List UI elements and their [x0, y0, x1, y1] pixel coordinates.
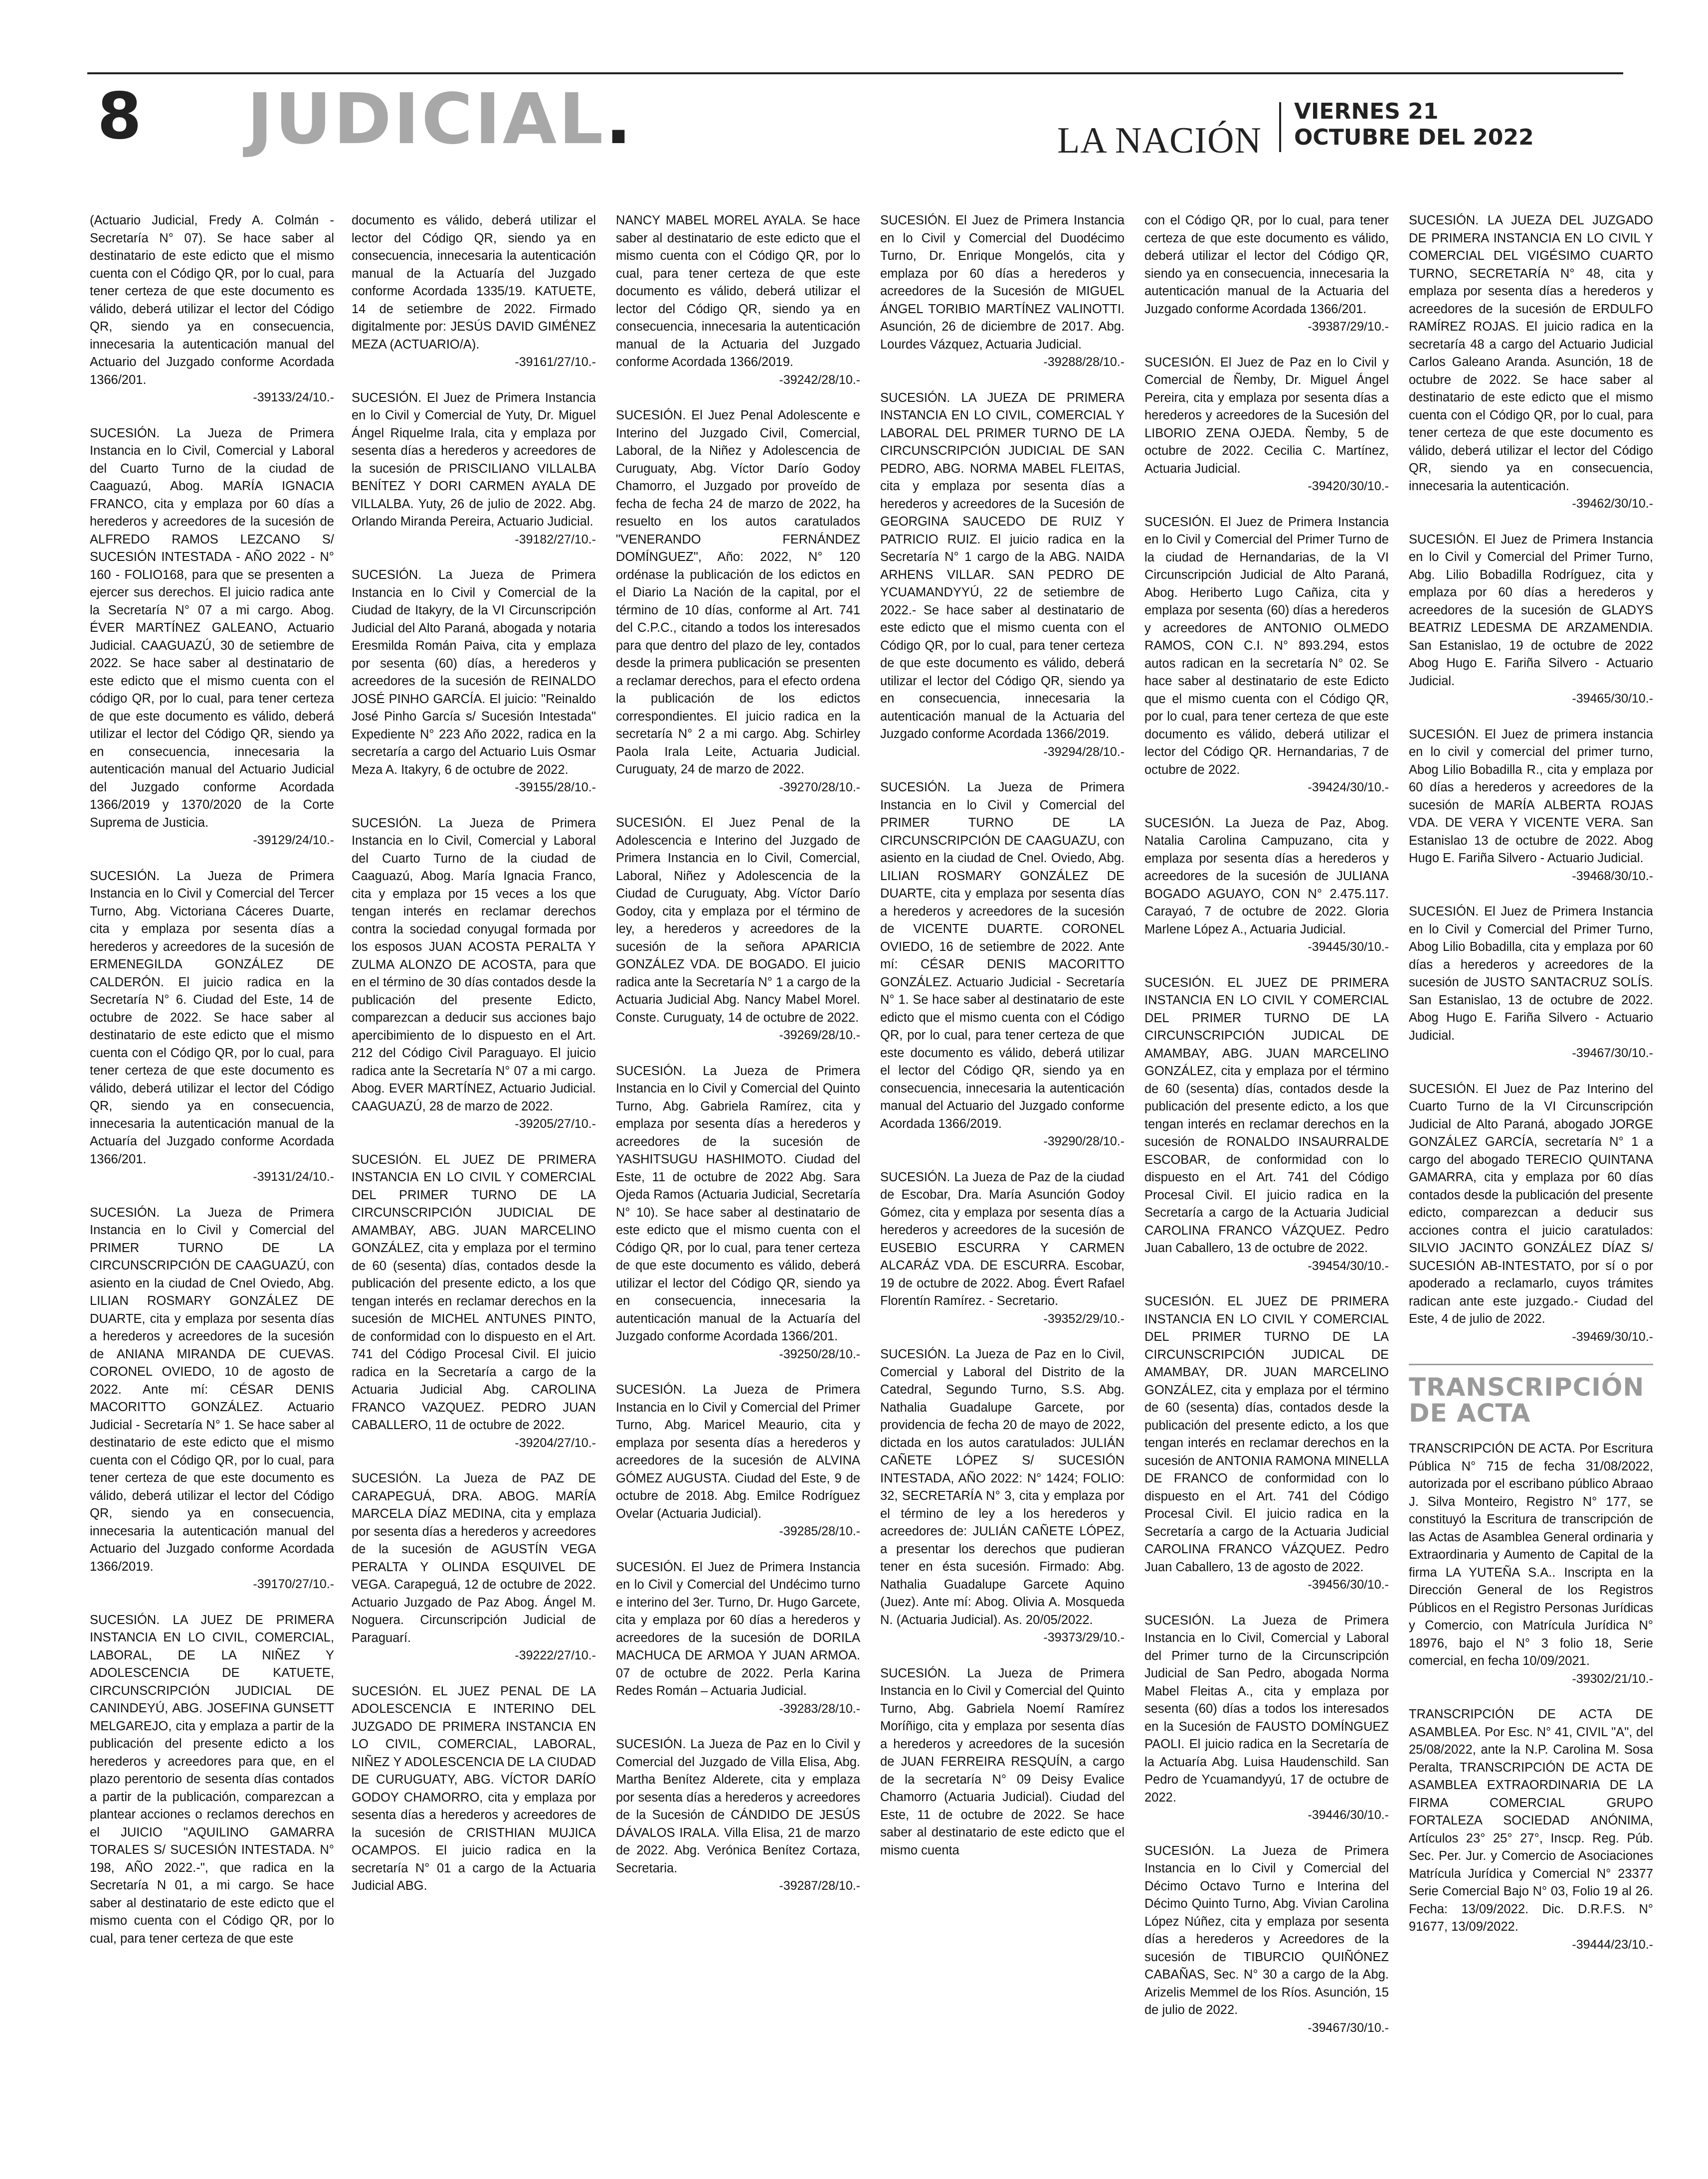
legal-notice [880, 1665, 1129, 1860]
legal-notice [1144, 354, 1393, 496]
legal-notice [90, 425, 338, 850]
section-dot: . [605, 79, 634, 160]
legal-notice [880, 389, 1129, 761]
notice-text: SUCESIÓN. El Juez Penal Adolescente e Interino del Juzgado Civil, Comercial, Laboral, de la Niñez y Adolescencia de Curuguaty, Abg. Víctor Darío Godoy Chamorro, el Juzgado por proveído de fecha de fecha 24 de marzo de 2022, ha resuelto en los autos caratulados "VENERANDO FERNÁNDEZ DOMÍNGUEZ", Año: 2022, N° 120 ordénase la publicación de los edictos en el Diario La Nación de la capital, por el término de 10 días, conforme al Art. 741 del C.P.C., citando a todos los interesados para que dentro del plazo de ley, contados desde la primera publicación se presenten a reclamar derechos, para el efecto ordena la publicación de los edictos correspondientes. El juicio radica en la secretaría N° 2 a mi cargo. Abg. Schirley Paola Irala Leite, Actuaria Judicial. Curuguaty, 24 de marzo de 2022. [616, 408, 864, 776]
legal-notice [352, 815, 600, 1133]
newspaper-logo: LA NACIÓN [1057, 120, 1262, 161]
notice-text: SUCESIÓN. EL JUEZ DE PRIMERA INSTANCIA EN LO CIVIL Y COMERCIAL DEL PRIMER TURNO DE LA CIRCUNSCRIPCIÓN JUDICAL DE AMAMBAY, ABG. JUAN MARCELINO GONZÁLEZ, cita y emplaza por el término de 60 (sesenta) días, contados desde la publicación del presente edicto, a los que tengan interés en reclamar derechos en la sucesión de RONALDO INSAURRALDE ESCOBAR, de conformidad con lo dispuesto en el Art. 741 del Código Procesal Civil. El juicio radica en la Secretaría a cargo de la Actuaria Judicial CAROLINA FRANCO VÁZQUEZ. Pedro Juan Caballero, 13 de octubre de 2022. [1144, 975, 1393, 1255]
notice-reference: -39373/29/10.- [1043, 1631, 1125, 1644]
notice-text: SUCESIÓN. EL JUEZ DE PRIMERA INSTANCIA EN LO CIVIL Y COMERCIAL DEL PRIMER TURNO DE LA CIRCUNSCRIPCIÓN JUDICAL DE AMAMBAY, DR. JUAN MARCELINO GONZÁLEZ, cita y emplaza por el término de 60 (sesenta) días, contados desde la publicación del presente edicto, a los que tengan interés en reclamar derechos en la sucesión de ANTONIA RAMONA MINELLA DE FRANCO de conformidad con lo dispuesto en el Art. 741 del Código Procesal Civil. El juicio radica en la Secretaría a cargo de la Actuaria Judicial CAROLINA FRANCO VÁZQUEZ. Pedro Juan Caballero, 13 de agosto de 2022. [1144, 1294, 1393, 1574]
notice-reference: -39465/30/10.- [1572, 692, 1653, 706]
legal-notice [880, 212, 1129, 371]
legal-notice [352, 566, 600, 797]
notice-text: SUCESIÓN. El Juez de Paz Interino del Cuarto Turno de la VI Circunscripción Judicial de Alto Paraná, abogado JORGE GONZÁLEZ GARCÍA, secretaría N° 1 a cargo del abogado TERECIO QUINTANA GAMARRA, cita y emplaza por 60 días contados desde la publicación del presente edicto, comparezcan a deducir sus acciones contra el juicio caratulados: SILVIO JACINTO GONZÁLEZ DÍAZ S/ SUCESIÓN AB-INTESTATO, por sí o por apoderado a reclamarlo, cuyos trámites radican ante este juzgado.- Ciudad del Este, 4 de julio de 2022. [1409, 1082, 1657, 1326]
notice-reference: -39285/28/10.- [779, 1524, 860, 1538]
notice-text: SUCESIÓN. La Jueza de Paz, Abog. Natalia Carolina Campuzano, cita y emplaza por sesenta días a herederos y acreedores de la sucesión de JULIANA BOGADO AGUAYO, CON N° 2.475.117. Carayaó, 7 de octubre de 2022. Gloria Marlene López A., Actuaria Judicial. [1144, 816, 1393, 936]
legal-notice [90, 868, 338, 1186]
notice-text: SUCESIÓN. La Jueza de Primera Instancia en lo Civil, Comercial y Laboral del Primer turno de la Circunscripción Judicial de San Pedro, abogada Norma Mabel Fleitas A., cita y emplaza por sesenta (60) días a todos los interesados en la Sucesión de FAUSTO DOMÍNGUEZ PAOLI. El juicio radica en la Secretaría de la Actuaría Abg. Luisa Haudenschild. San Pedro de Ycuamandyyú, 17 de octubre de 2022. [1144, 1613, 1393, 1805]
legal-notice [616, 212, 864, 389]
legal-notice [616, 1559, 864, 1718]
issue-date [1294, 99, 1534, 151]
page-number: 8 [97, 79, 142, 154]
column-3 [616, 212, 864, 2147]
legal-notice [1409, 726, 1657, 886]
issue-month-year: OCTUBRE DEL 2022 [1294, 125, 1534, 150]
column-1 [90, 212, 338, 2147]
notice-reference: -39467/30/10.- [1572, 1046, 1653, 1060]
notice-text: SUCESIÓN. La Jueza de Primera Instancia en lo Civil y Comercial del Décimo Octavo Turno e Interina del Décimo Quinto Turno, Abg. Vivian Carolina López Núñez, cita y emplaza por sesenta días a herederos y Acreedores de la sucesión de TIBURCIO QUIÑÓNEZ CABAÑAS, Sec. N° 30 a cargo de la Abg. Arizelis Memmel de los Ríos. Asunción, 15 de julio de 2022. [1144, 1843, 1393, 2017]
notice-text: SUCESIÓN. La Jueza de PAZ DE CARAPEGUÁ, DRA. ABOG. MARÍA MARCELA DÍAZ MEDINA, cita y emplaza por sesenta días a herederos y acreedores de la sucesión de AGUSTÍN VEGA PERALTA Y OLINDA ESQUIVEL DE VEGA. Carapeguá, 12 de octubre de 2022. Actuario Juzgado de Paz Abog. Ángel M. Noguera. Circunscripción Judicial de Paraguarí. [352, 1471, 600, 1645]
legal-notice [1409, 1706, 1657, 1954]
legal-notice [1409, 1440, 1657, 1688]
notice-reference: -39133/24/10.- [253, 390, 334, 404]
notice-text: con el Código QR, por lo cual, para tener certeza de que este documento es válido, deberá utilizar el lector del Código QR, siendo ya en consecuencia, innecesaria la autenticación manual de la Actuaria del Juzgado conforme Acordada 1366/201. [1144, 213, 1393, 316]
notice-text: SUCESIÓN. El Juez de Primera Instancia en lo Civil y Comercial del Primer Turno, Abg. Lilio Bobadilla Rodríguez, cita y emplaza por 60 días a herederos y acreedores de la sucesión de GLADYS BEATRIZ LEDESMA DE ARZAMENDIA. San Estanislao, 19 de octubre de 2022 Abog Hugo E. Fariña Silvero - Actuario Judicial. [1409, 532, 1657, 688]
notice-reference: -39469/30/10.- [1572, 1329, 1653, 1344]
notice-text: SUCESIÓN. La Jueza de Primera Instancia en lo Civil, Comercial y Laboral del Cuarto Turno de la ciudad de Caaguazú, Abog. MARÍA IGNACIA FRANCO, cita y emplaza por 60 días a herederos y acreedores de la sucesión de ALFREDO RAMOS LEZCANO S/ SUCESIÓN INTESTADA - AÑO 2022 - N° 160 - FOLIO168, para que se presenten a ejercer sus derechos. El juicio radica ante la Secretaría N° 07 a mi cargo. Abog. ÉVER MARTÍNEZ GALEANO, Actuario Judicial. CAAGUAZÚ, 30 de setiembre de 2022. Se hace saber al destinatario de este edicto que el mismo cuenta con el código QR, por lo cual, para tener certeza de que este documento es válido, deberá utilizar el lector del Código QR, siendo ya en consecuencia, innecesaria la autenticación manual del Actuario Judicial del Juzgado conforme Acordada 1366/2019 y 1370/2020 de la Corte Suprema de Justicia. [90, 426, 338, 830]
section-heading-transcripcion: TRANSCRIPCIÓN DE ACTA [1409, 1364, 1653, 1426]
legal-notice [616, 1381, 864, 1541]
notice-reference: -39170/27/10.- [253, 1577, 334, 1591]
notice-text: SUCESIÓN. La Jueza de Primera Instancia en lo Civil y Comercial de la Ciudad de Itakyry, de la VI Circunscripción Judicial del Alto Paraná, abogada y notaria Eresmilda Román Paiva, cita y emplaza por sesenta (60) días, a herederos y acreedores de la sucesión de REINALDO JOSÉ PINHO GARCÍA. El juicio: "Reinaldo José Pinho García s/ Sucesión Intestada" Expediente N° 223 Año 2022, radica en la secretaría a cargo del Actuario Luis Osmar Meza A. Itakyry, 6 de octubre de 2022. [352, 568, 600, 777]
notice-text: SUCESIÓN. La Jueza de Paz de la ciudad de Escobar, Dra. María Asunción Godoy Gómez, cita y emplaza por sesenta días a herederos y acreedores de la sucesión de EUSEBIO ESCURRA Y CARMEN ALCARÁZ VDA. DE ESCURRA. Escobar, 19 de octubre de 2022. Abog. Évert Rafael Florentín Ramírez. - Secretario. [880, 1170, 1129, 1308]
legal-notice [616, 1063, 864, 1364]
notice-reference: -39242/28/10.- [779, 372, 860, 387]
notice-text: SUCESIÓN. LA JUEZA DEL JUZGADO DE PRIMERA INSTANCIA EN LO CIVIL Y COMERCIAL DEL VIGÉSIMO CUARTO TURNO, SECRETARÍA N° 48, cita y emplaza por sesenta días a herederos y acreedores de la sucesión de ERDULFO RAMÍREZ ROJAS. El juicio radica en la secretaría 48 a cargo del Actuario Judicial Carlos Galeano Aranda. Asunción, 18 de octubre de 2022. Se hace saber al destinatario de este edicto que el mismo cuenta con el Código QR, por lo cual, para tener certeza de que este documento es válido, deberá utilizar el lector del Código QR, siendo ya en consecuencia, innecesaria la autenticación. [1409, 213, 1657, 493]
notice-text: SUCESIÓN. El Juez de Primera Instancia en lo Civil y Comercial del Primer Turno, Abog Lilio Bobadilla, cita y emplaza por 60 días a herederos y acreedores de la sucesión de JUSTO SANTACRUZ SOLÍS. San Estanislao, 13 de octubre de 2022. Abog Hugo E. Fariña Silvero - Actuario Judicial. [1409, 905, 1657, 1043]
notice-reference: -39204/27/10.- [515, 1436, 596, 1450]
notice-reference: -39387/29/10.- [1308, 320, 1389, 334]
legal-notice [352, 1470, 600, 1665]
notice-text: SUCESIÓN. EL JUEZ PENAL DE LA ADOLESCENCIA E INTERINO DEL JUZGADO DE PRIMERA INSTANCIA EN LO CIVIL, COMERCIAL, LABORAL, NIÑEZ Y ADOLESCENCIA DE LA CIUDAD DE CURUGUATY, ABG. VÍCTOR DARÍO GODOY CHAMORRO, cita y emplaza por sesenta días a herederos y acreedores de la sucesión de CRISTHIAN MUJICA OCAMPOS. El juicio radica en la secretaría N° 01 a cargo de la Actuaria Judicial ABG. [352, 1684, 600, 1893]
notice-reference: -39290/28/10.- [1043, 1134, 1125, 1148]
notice-text: SUCESIÓN. El Juez de Paz en lo Civil y Comercial de Ñemby, Dr. Miguel Ángel Pereira, cita y emplaza por sesenta días a herederos y acreedores de la Sucesión del LIBORIO ZENA OJEDA. Ñemby, 5 de octubre de 2022. Cecilia C. Martínez, Actuaria Judicial. [1144, 355, 1393, 476]
notice-text: documento es válido, deberá utilizar el lector del Código QR, siendo ya en consecuencia, innecesaria la autenticación manual de la Actuaría del Juzgado conforme Acordada 1335/19. KATUETE, 14 de setiembre de 2022. Firmado digitalmente por: JESÚS DAVID GIMÉNEZ MEZA (ACTUARIO/A). [352, 213, 600, 352]
notice-text: SUCESIÓN. LA JUEZA DE PRIMERA INSTANCIA EN LO CIVIL, COMERCIAL Y LABORAL DEL PRIMER TURNO DE LA CIRCUNSCRIPCIÓN JUDICIAL DE SAN PEDRO, ABG. NORMA MABEL FLEITAS, cita y emplaza por sesenta días a herederos y acreedores de la Sucesión de GEORGINA SAUCEDO DE RUIZ Y PATRICIO RUIZ. El juicio radica en la Secretaría N° 1 cargo de la ABG. NAIDA ARHENS VILLAR. SAN PEDRO DE YCUAMANDYYÚ, 22 de setiembre de 2022.- Se hace saber al destinatario de este edicto que el mismo cuenta con el Código QR, por lo cual, para tener certeza de que este documento es válido, deberá utilizar el lector del Código QR, siendo ya en consecuencia, innecesaria la autenticación manual de la Actuaria del Juzgado conforme Acordada 1366/2019. [880, 390, 1129, 741]
notice-text: SUCESIÓN. La Jueza de Primera Instancia en lo Civil y Comercial del PRIMER TURNO DE LA CIRCUNSCRIPCIÓN DE CAAGUAZU, con asiento en la ciudad de Cnel. Oviedo, Abg. LILIAN ROSMARY GONZÁLEZ DE DUARTE, cita y emplaza por sesenta días a herederos y acreedores de la sucesión de VICENTE DUARTE. CORONEL OVIEDO, 16 de setiembre de 2022. Ante mí: CÉSAR DENIS MACORITTO GONZÁLEZ. Actuario Judicial - Secretaría N° 1. Se hace saber al destinatario de este edicto que el mismo cuenta con el Código QR, por lo cual, para tener certeza de que este documento es válido, deberá utilizar el lector del Código QR, siendo ya en consecuencia, innecesaria la autenticación manual del Actuario del Juzgado conforme Acordada 1366/2019. [880, 780, 1129, 1131]
column-5 [1144, 212, 1393, 2147]
legal-notice [880, 1169, 1129, 1328]
notice-reference: -39155/28/10.- [515, 780, 596, 794]
notice-reference: -39161/27/10.- [515, 355, 596, 369]
notice-reference: -39283/28/10.- [779, 1701, 860, 1716]
notice-text: NANCY MABEL MOREL AYALA. Se hace saber al destinatario de este edicto que el mismo cuenta con el Código QR, por lo cual, para tener certeza de que este documento es válido, deberá utilizar el lector del Código QR, siendo ya en consecuencia, innecesaria la autenticación manual de la Actuaria del Juzgado conforme Acordada 1366/2019. [616, 213, 864, 369]
notice-reference: -39467/30/10.- [1308, 2020, 1389, 2035]
notice-reference: -39462/30/10.- [1572, 497, 1653, 511]
notice-text: TRANSCRIPCIÓN DE ACTA. Por Escritura Pública N° 715 de fecha 31/08/2022, autorizada por el escribano público Abraao J. Silva Monteiro, Registro N° 177, se constituyó la Escritura de transcripción de las Actas de Asamblea General ordinaria y Extraordinaria y Aumento de Capital de la firma LA YUTEÑA S.A.. Inscripta en la Dirección General de los Registros Públicos en el Registro Personas Jurídicas y Comercio, con Matrícula Jurídica N° 18976, bajo el N° 3 folio 18, Serie comercial, en fecha 10/09/2021. [1409, 1442, 1657, 1668]
notice-text: SUCESIÓN. El Juez Penal de la Adolescencia e Interino del Juzgado de Primera Instancia en lo Civil, Comercial, Laboral, Niñez y Adolescencia de la Ciudad de Curuguaty, Abg. Víctor Darío Godoy, cita y emplaza por el término de ley, a herederos y acreedores de la sucesión de la señora APARICIA GONZÁLEZ VDA. DE BOGADO. El juicio radica ante la Secretaría N° 1 a cargo de la Actuaria Judicial Abg. Nancy Mabel Morel. Conste. Curuguaty, 14 de octubre de 2022. [616, 816, 864, 1025]
column-6-transcripcion-notices [1409, 1440, 1657, 1954]
notice-reference: -39222/27/10.- [515, 1648, 596, 1662]
notice-text: SUCESIÓN. La Jueza de Paz en lo Civil y Comercial del Juzgado de Villa Elisa, Abg. Martha Benítez Alderete, cita y emplaza por sesenta días a herederos y acreedores de la Sucesión de CÁNDIDO DE JESÚS DÁVALOS IRALA. Villa Elisa, 21 de marzo de 2022. Abg. Verónica Benítez Cortaza, Secretaria. [616, 1737, 864, 1875]
legal-notice [352, 389, 600, 549]
legal-notice [1144, 514, 1393, 797]
notice-reference: -39420/30/10.- [1308, 479, 1389, 493]
notice-reference: -39288/28/10.- [1043, 355, 1125, 369]
notice-reference: -39182/27/10.- [515, 532, 596, 546]
notice-text: SUCESIÓN. La Jueza de Primera Instancia en lo Civil y Comercial del PRIMER TURNO DE LA CIRCUNSCRIPCIÓN DE CAAGUAZÚ, con asiento en la ciudad de Cnel Oviedo, Abg. LILIAN ROSMARY GONZÁLEZ DE DUARTE, cita y emplaza por sesenta días a herederos y acreedores de la sucesión de ANIANA MIRANDA DE CUEVAS. CORONEL OVIEDO, 10 de agosto de 2022. Ante mí: CÉSAR DENIS MACORITTO GONZÁLEZ. Actuario Judicial - Secretaría N° 1. Se hace saber al destinatario de este edicto que el mismo cuenta con el Código QR, por lo cual, para tener certeza de que este documento es válido, deberá utilizar el lector del Código QR, siendo ya en consecuencia, innecesaria la autenticación manual del Actuario del Juzgado conforme Acordada 1366/2019. [90, 1205, 338, 1574]
notice-text: SUCESIÓN. El Juez de Primera Instancia en lo Civil y Comercial del Undécimo turno e interino del 3er. Turno, Dr. Hugo Garcete, cita y emplaza por 60 días a herederos y acreedores de la sucesión de DORILA MACHUCA DE ARMOA Y JUAN ARMOA. 07 de octubre de 2022. Perla Karina Redes Román – Actuaria Judicial. [616, 1560, 864, 1698]
notice-text: SUCESIÓN. La Jueza de Primera Instancia en lo Civil y Comercial del Quinto Turno, Abg. Gabriela Noemí Ramírez Moríñigo, cita y emplaza por sesenta días a herederos y acreedores de la sucesión de JUAN FERREIRA RESQUÍN, a cargo de la secretaría N° 09 Deisy Evalice Chamorro (Actuaria Judicial). Ciudad del Este, 11 de octubre de 2022. Se hace saber al destinatario de este edicto que el mismo cuenta [880, 1666, 1129, 1857]
notice-reference: -39444/23/10.- [1572, 1937, 1653, 1952]
notice-reference: -39445/30/10.- [1308, 940, 1389, 954]
legal-notice [90, 1612, 338, 1948]
notice-reference: -39270/28/10.- [779, 780, 860, 794]
legal-notice [1409, 212, 1657, 513]
legal-notice [1144, 1612, 1393, 1824]
notice-text: SUCESIÓN. La Jueza de Paz en lo Civil, Comercial y Laboral del Distrito de la Catedral, Segundo Turno, S.S. Abg. Nathalia Guadalupe Garcete, por providencia de fecha 20 de mayo de 2022, dictada en los autos caratulados: JULIÁN CAÑETE LÓPEZ S/ SUCESIÓN INTESTADA, AÑO 2022: N° 1424; FOLIO: 32, SECRETARÍA N° 3, cita y emplaza por el término de ley a los herederos y acreedores de: JULIÁN CAÑETE LÓPEZ, a presentar los derechos que pudieran tener en ésta sucesión. Firmado: Abg. Nathalia Guadalupe Garcete Aquino (Juez). Ante mí: Abog. Olivia A. Mosqueda N. (Actuaria Judicial). As. 20/05/2022. [880, 1347, 1129, 1627]
notice-reference: -39250/28/10.- [779, 1347, 860, 1361]
legal-notice [616, 814, 864, 1045]
notice-reference: -39302/21/10.- [1572, 1671, 1653, 1686]
legal-notice [352, 212, 600, 371]
legal-notice [616, 1736, 864, 1895]
notice-reference: -39352/29/10.- [1043, 1311, 1125, 1326]
notice-reference: -39468/30/10.- [1572, 869, 1653, 883]
notice-reference: -39205/27/10.- [515, 1117, 596, 1131]
section-name: JUDICIAL [247, 79, 605, 160]
column-6 [1409, 212, 1657, 2147]
notice-text: SUCESIÓN. El Juez de Primera Instancia en lo Civil y Comercial de Yuty, Dr. Miguel Ángel Riquelme Irala, cita y emplaza por sesenta días a herederos y acreedores de la sucesión de PRISCILIANO VILLALBA BENÍTEZ Y DORI CARMEN AYALA DE VILLALBA. Yuty, 26 de julio de 2022. Abg. Orlando Miranda Pereira, Actuario Judicial. [352, 390, 600, 529]
notice-text: SUCESIÓN. EL JUEZ DE PRIMERA INSTANCIA EN LO CIVIL Y COMERCIAL DEL PRIMER TURNO DE LA CIRCUNSCRIPCIÓN JUDICIAL DE AMAMBAY, ABG. JUAN MARCELINO GONZÁLEZ, cita y emplaza por el termino de 60 (sesenta) días, contados desde la publicación del presente edicto, a los que tengan interés en reclamar derechos en la sucesión de MICHEL ANTUNES PINTO, de conformidad con lo dispuesto en el Art. 741 del Código Procesal Civil. El juicio radica en la Secretaría a cargo de la Actuaria Judicial Abg. CAROLINA FRANCO VAZQUEZ. PEDRO JUAN CABALLERO, 11 de octubre de 2022. [352, 1152, 600, 1432]
legal-notice [1144, 1293, 1393, 1594]
header-divider [1279, 102, 1281, 152]
legal-notice [880, 779, 1129, 1151]
issue-weekday: VIERNES 21 [1294, 99, 1439, 124]
notice-reference: -39446/30/10.- [1308, 1808, 1389, 1822]
notice-text: (Actuario Judicial, Fredy A. Colmán - Secretaría N° 07). Se hace saber al destinatario de este edicto que el mismo cuenta con el Código QR, por lo cual, para tener certeza de que este documento es válido, deberá utilizar el lector del Código QR, siendo ya en consecuencia, innecesaria la autenticación manual del Actuario del Juzgado conforme Acordada 1366/201. [90, 213, 338, 387]
legal-notice [352, 1151, 600, 1453]
notice-reference: -39294/28/10.- [1043, 744, 1125, 759]
notice-text: SUCESIÓN. El Juez de Primera Instancia en lo Civil y Comercial del Primer Turno de la ciudad de Hernandarias, de la VI Circunscripción Judicial de Alto Paraná, Abog. Heriberto Lugo Cañiza, cita y emplaza por sesenta (60) días a herederos y acreedores de ANTONIO OLMEDO RAMOS, CON C.I. N° 893.294, estos autos radican en la secretaría N° 02. Se hace saber al destinatario de este Edicto que el mismo cuenta con el Código QR, por lo cual, para tener certeza de que este documento es válido, deberá utilizar el lector del Código QR. Hernandarias, 7 de octubre de 2022. [1144, 515, 1393, 777]
legal-notice [352, 1683, 600, 1895]
notice-text: SUCESIÓN. El Juez de primera instancia en lo civil y comercial del primer turno, Abog Lilio Bobadilla R., cita y emplaza por 60 días a herederos y acreedores de la sucesión de MARÍA ALBERTA ROJAS VDA. DE VERA Y VICENTE VERA. San Estanislao 13 de octubre de 2022. Abog Hugo E. Fariña Silvero - Actuario Judicial. [1409, 727, 1657, 865]
section-title [247, 79, 634, 160]
legal-notice [90, 212, 338, 407]
legal-notice [1144, 1842, 1393, 2037]
legal-notice [880, 1346, 1129, 1647]
notice-text: SUCESIÓN. La Jueza de Primera Instancia en lo Civil y Comercial del Tercer Turno, Abg. Victoriana Cáceres Duarte, cita y emplaza por sesenta días a herederos y acreedores de la sucesión de ERMENEGILDA GONZÁLEZ DE CALDERÓN. El juicio radica en la Secretaría N° 6. Ciudad del Este, 14 de octubre de 2022. Se hace saber al destinatario de este edicto que el mismo cuenta con el Código QR, por lo cual, para tener certeza de que este documento es válido, deberá utilizar el lector del Código QR, siendo ya en consecuencia, innecesaria la autenticación manual de la Actuaría del Juzgado conforme Acordada 1366/201. [90, 869, 338, 1166]
notice-reference: -39131/24/10.- [253, 1170, 334, 1184]
notice-reference: -39269/28/10.- [779, 1028, 860, 1042]
notice-text: SUCESIÓN. La Jueza de Primera Instancia en lo Civil, Comercial y Laboral del Cuarto Turno de la ciudad de Caaguazú, Abog. María Ignacia Franco, cita y emplaza por 15 veces a los que tengan interés en reclamar derechos contra la sociedad conyugal formada por los esposos JUAN ACOSTA PERALTA Y ZULMA ALONZO DE ACOSTA, para que en el término de 30 días contados desde la publicación del presente Edicto, comparezcan a deducir sus acciones bajo apercibimiento de lo dispuesto en el Art. 212 del Código Civil Paraguayo. El juicio radica ante la Secretaría N° 07 a mi cargo. Abog. EVER MARTÍNEZ, Actuario Judicial. CAAGUAZÚ, 28 de marzo de 2022. [352, 816, 600, 1113]
notice-text: SUCESIÓN. La Jueza de Primera Instancia en lo Civil y Comercial del Primer Turno, Abg. Maricel Meaurio, cita y emplaza por sesenta días a herederos y acreedores de la sucesión de ALVINA GÓMEZ AUGUSTA. Ciudad del Este, 9 de octubre de 2018. Abg. Emilce Rodríguez Ovelar (Actuaria Judicial). [616, 1383, 864, 1521]
legal-notice [1144, 815, 1393, 956]
column-6-notices [1409, 212, 1657, 1346]
column-2 [352, 212, 600, 2147]
notice-reference: -39456/30/10.- [1308, 1578, 1389, 1592]
legal-notice [1144, 212, 1393, 336]
legal-notice [616, 407, 864, 796]
notice-text: SUCESIÓN. El Juez de Primera Instancia en lo Civil y Comercial del Duodécimo Turno, Dr. Enrique Mongelós, cita y emplaza por 60 días a herederos y acreedores de la Sucesión de MIGUEL ÁNGEL TORIBIO MARTÍNEZ VALINOTTI. Asunción, 26 de diciembre de 2017. Abg. Lourdes Vázquez, Actuaria Judicial. [880, 213, 1129, 352]
notice-text: SUCESIÓN. La Jueza de Primera Instancia en lo Civil y Comercial del Quinto Turno, Abg. Gabriela Ramírez, cita y emplaza por sesenta días a herederos y acreedores de la sucesión de YASHITSUGU HASHIMOTO. Ciudad del Este, 11 de octubre de 2022 Abg. Sara Ojeda Ramos (Actuaria Judicial, Secretaría N° 10). Se hace saber al destinatario de este edicto que el mismo cuenta con el Código QR, por lo cual, para tener certeza de que este documento es válido, deberá utilizar el lector del Código QR, siendo ya en consecuencia, innecesaria la autenticación manual de la Actuaría del Juzgado conforme Acordada 1366/201. [616, 1064, 864, 1343]
legal-notice [90, 1204, 338, 1594]
notice-reference: -39129/24/10.- [253, 833, 334, 847]
notice-text: TRANSCRIPCIÓN DE ACTA DE ASAMBLEA. Por Esc. N° 41, CIVIL "A", del 25/08/2022, ante la N.P. Carolina M. Sosa Peralta, TRANSCRIPCIÓN DE ACTA DE ASAMBLEA EXTRAORDINARIA DE LA FIRMA COMERCIAL GRUPO FORTALEZA SOCIEDAD ANÓNIMA, Artículos 23° 25° 27°, Inscp. Reg. Púb. Sec. Per. Jur. y Comercio de Asociaciones Matrícula Jurídica y Comercial N° 23377 Serie Comercial Bajo N° 03, Folio 19 al 26. Fecha: 13/09/2022. Dic. D.R.F.S. N° 91677, 13/09/2022. [1409, 1707, 1657, 1934]
header-rule [87, 72, 1623, 74]
legal-notice [1409, 903, 1657, 1063]
legal-notice [1144, 974, 1393, 1275]
notice-text: SUCESIÓN. LA JUEZ DE PRIMERA INSTANCIA EN LO CIVIL, COMERCIAL, LABORAL, DE LA NIÑEZ Y ADOLESCENCIA DE KATUETE, CIRCUNSCRIPCIÓN JUDICIAL DE CANINDEYÚ, ABG. JOSEFINA GUNSETT MELGAREJO, cita y emplaza a partir de la publicación del presente edicto a los herederos y acreedores para que, en el plazo perentorio de sesenta días contados a partir de la publicación, comparezcan a plantear acciones o reclamos derechos en el JUICIO "AQUILINO GAMARRA TORALES S/ SUCESIÓN INTESTADA. N° 198, AÑO 2022.-", que radica en la Secretaría N 01, a mi cargo. Se hace saber al destinatario de este edicto que el mismo cuenta con el Código QR, por lo cual, para tener certeza de que este [90, 1613, 338, 1946]
column-4 [880, 212, 1129, 2147]
notice-reference: -39424/30/10.- [1308, 780, 1389, 794]
notice-reference: -39287/28/10.- [779, 1879, 860, 1893]
notice-reference: -39454/30/10.- [1308, 1259, 1389, 1273]
legal-notice [1409, 531, 1657, 708]
legal-notice [1409, 1081, 1657, 1346]
